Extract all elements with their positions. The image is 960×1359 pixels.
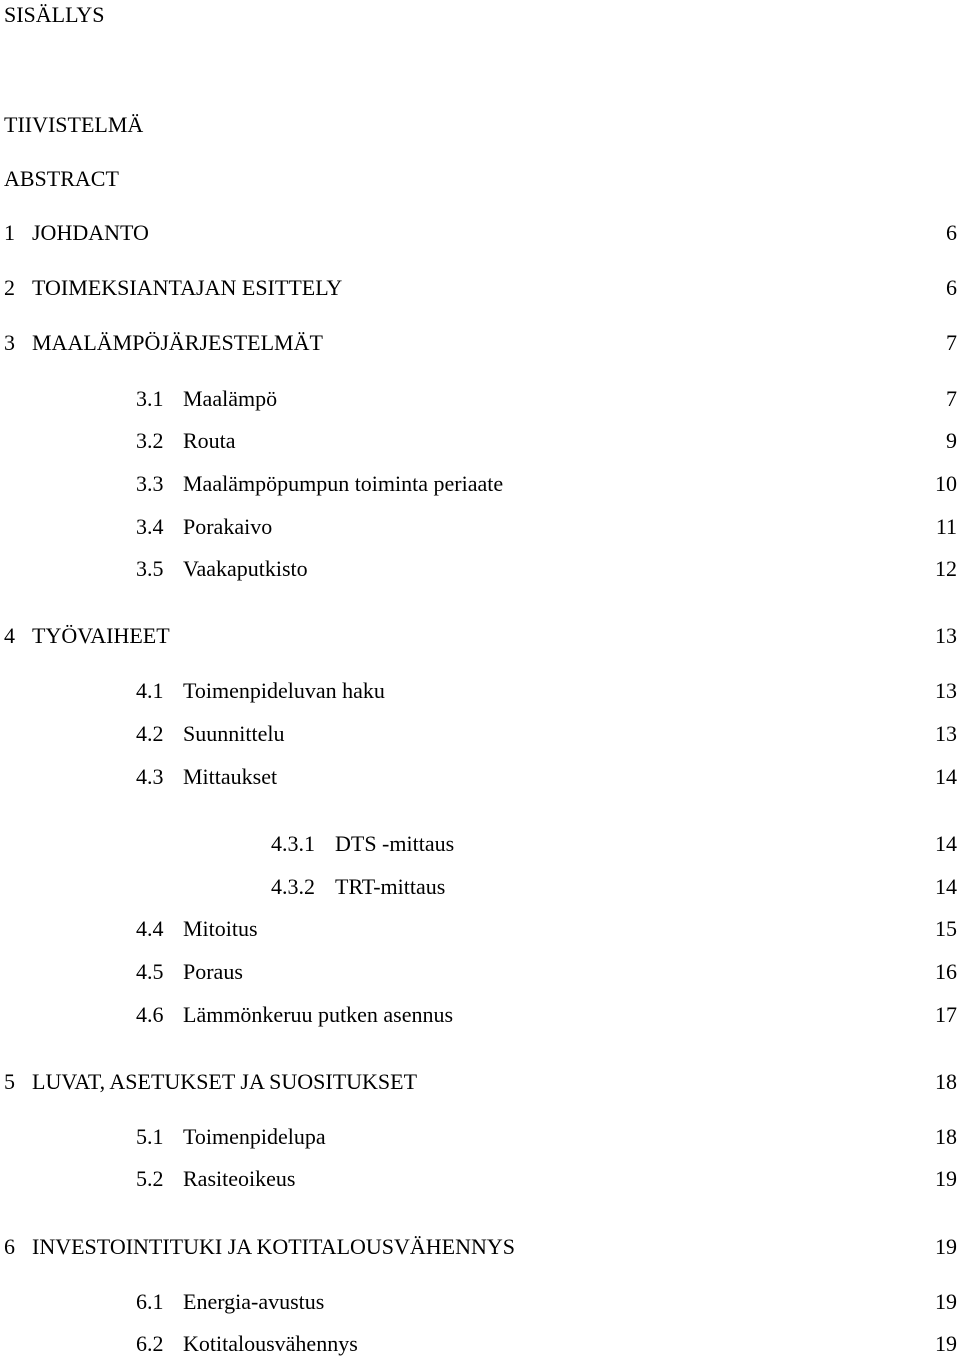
toc-entry-number: 3.2 [136,428,164,453]
toc-entry-label: TRT-mittaus [335,874,446,899]
toc-entry-number: 5 [4,1069,15,1094]
toc-entry-label: Kotitalousvähennys [183,1331,358,1356]
toc-entry-number: 4 [4,623,15,648]
toc-entry-label: Lämmönkeruu putken asennus [183,1002,454,1027]
toc-entry-page: 13 [935,623,957,648]
toc-entry-page: 18 [935,1124,957,1149]
toc-entry-label: LUVAT, ASETUKSET JA SUOSITUKSET [32,1069,418,1094]
toc-entry-number: 3.5 [136,556,164,581]
toc-entry-number: 4.2 [136,721,164,746]
toc-entry-page: 11 [935,514,957,539]
toc-entry-number: 4.1 [136,678,164,703]
toc-entry-label: Toimenpidelupa [183,1124,326,1149]
toc-entry-label: Rasiteoikeus [183,1166,296,1191]
toc-entry-number: 2 [4,275,15,300]
toc-entry-number: 3.4 [136,514,164,539]
front-matter-tiivistelma: TIIVISTELMÄ [4,112,144,137]
toc-entry-label: Vaakaputkisto [183,556,308,581]
toc-entry-page: 6 [946,275,957,300]
toc-entry-number: 4.3.1 [271,831,315,856]
toc-title: SISÄLLYS [4,2,105,27]
toc-entry-number: 5.2 [136,1166,164,1191]
toc-entry-page: 17 [935,1002,957,1027]
toc-entry-page: 14 [935,764,957,789]
toc-entry-page: 13 [935,678,957,703]
toc-entry-label: TOIMEKSIANTAJAN ESITTELY [32,275,343,300]
toc-entry-label: Poraus [183,959,243,984]
toc-entry-page: 15 [935,916,957,941]
toc-entry-page: 6 [946,220,957,245]
toc-entry-number: 6.1 [136,1289,164,1314]
toc-entry-page: 19 [935,1166,957,1191]
toc-entry-label: Mitoitus [183,916,258,941]
toc-entry-page: 7 [946,330,957,355]
toc-entry-label: MAALÄMPÖJÄRJESTELMÄT [32,330,323,355]
toc-entry-label: Maalämpö [183,386,278,411]
toc-entry-label: Energia-avustus [183,1289,325,1314]
toc-entry-number: 3 [4,330,15,355]
toc-entry-number: 5.1 [136,1124,164,1149]
toc-entry-label: Mittaukset [183,764,278,789]
toc-entry-page: 14 [935,874,957,899]
toc-entry-page: 9 [946,428,957,453]
toc-entry-page: 14 [935,831,957,856]
toc-entry-label: Toimenpideluvan haku [183,678,385,703]
toc-entry-number: 4.5 [136,959,164,984]
toc-entry-label: TYÖVAIHEET [32,623,170,648]
toc-entry-number: 3.3 [136,471,164,496]
toc-entry-page: 7 [946,386,957,411]
toc-entry-label: Maalämpöpumpun toiminta periaate [183,471,504,496]
toc-entry-number: 4.3.2 [271,874,315,899]
toc-entry-label: Porakaivo [183,514,273,539]
toc-entry-number: 3.1 [136,386,164,411]
toc-entry-number: 4.4 [136,916,164,941]
toc-entry-number: 4.3 [136,764,164,789]
toc-entry-number: 6.2 [136,1331,164,1356]
toc-entry-page: 18 [935,1069,957,1094]
toc-entry-number: 4.6 [136,1002,164,1027]
toc-entry-page: 13 [935,721,957,746]
toc-entry-label: JOHDANTO [32,220,149,245]
toc-entry-page: 12 [935,556,957,581]
toc-entry-page: 19 [935,1289,957,1314]
toc-entry-number: 1 [4,220,15,245]
toc-entry-page: 10 [935,471,957,496]
front-matter-abstract: ABSTRACT [4,166,119,191]
toc-entry-page: 19 [935,1331,957,1356]
toc-entry-page: 19 [935,1234,957,1259]
toc-entry-label: Routa [183,428,236,453]
toc-entry-label: DTS -mittaus [335,831,455,856]
toc-entry-label: INVESTOINTITUKI JA KOTITALOUSVÄHENNYS [32,1234,516,1259]
toc-entry-label: Suunnittelu [183,721,285,746]
toc-entry-number: 6 [4,1234,15,1259]
toc-entry-page: 16 [935,959,957,984]
